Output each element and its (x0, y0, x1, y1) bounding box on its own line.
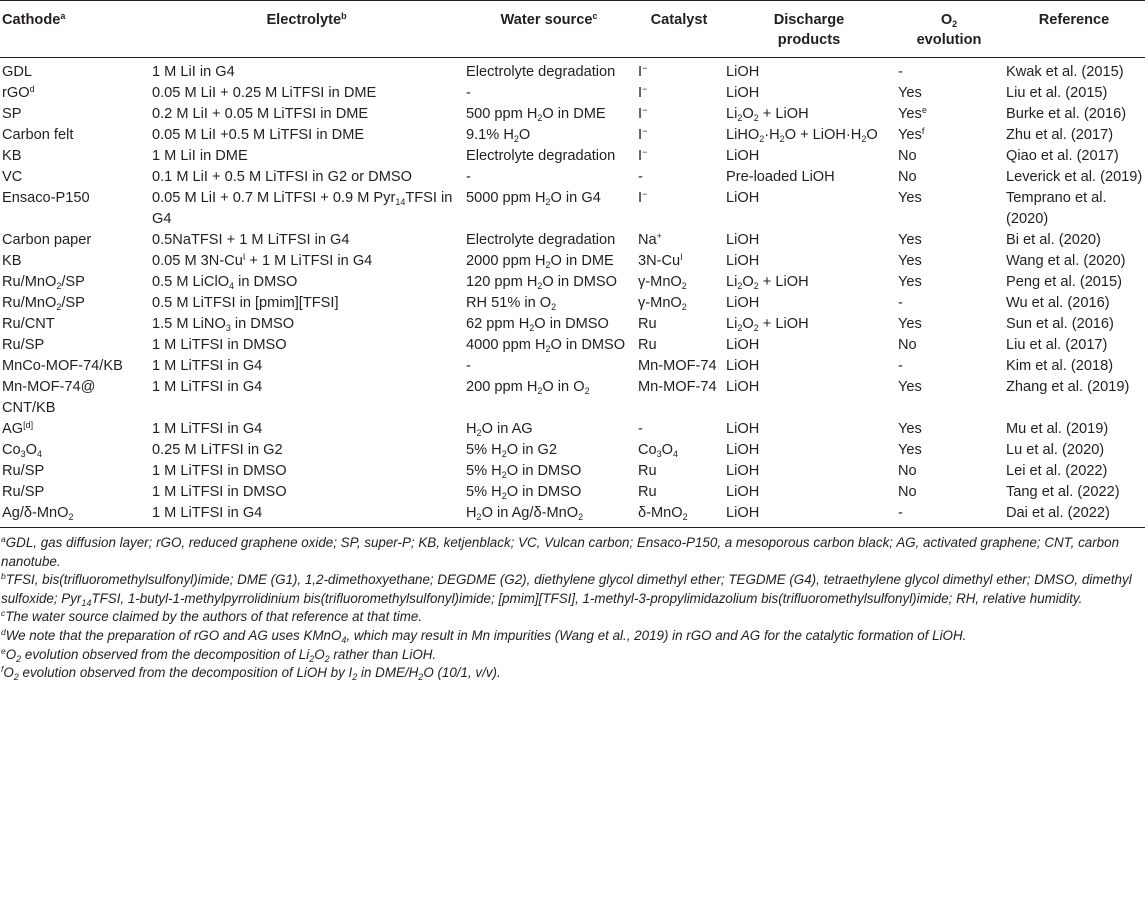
table-row (0, 461, 1145, 482)
cell-reference: Kwak et al. (2015) (1006, 64, 1124, 80)
cell-cathode: Ru/MnO$_2$/SP (2, 295, 85, 312)
table-row (0, 167, 1145, 188)
cell-reference: Leverick et al. (2019) (1006, 169, 1143, 185)
cell-catalyst: Na+ (638, 231, 662, 248)
header-o2-evolution: $O_2$ evolution (895, 1, 1003, 58)
footnote-a (0, 534, 1145, 571)
cell-reference: Lei et al. (2022) (1006, 463, 1108, 479)
footnote-d (0, 627, 1145, 646)
cell-water-source: 62 ppm $H_2O$ in DMSO (466, 316, 609, 333)
table-row (0, 58, 1145, 84)
cell-water-source: 9.1% $H_2O$ (466, 127, 531, 144)
cell-reference: Wang et al. (2020) (1006, 253, 1126, 269)
cell-water-source: - (466, 85, 471, 101)
cell-o2-evolution: - (898, 505, 903, 521)
footnote-mark: f (1, 664, 4, 675)
cell-electrolyte: 1 M LiTFSI in G4 (152, 421, 263, 437)
table-header (0, 1, 1145, 58)
cell-cathode: Ag/δ-MnO$_2$ (2, 505, 74, 522)
header-catalyst: Catalyst (635, 1, 723, 58)
cell-cathode: GDL (2, 64, 33, 80)
footnote-mark: b (1, 571, 6, 582)
cell-catalyst: Ru (638, 463, 657, 479)
table-row (0, 293, 1145, 314)
cell-electrolyte: 0.5 M LiTFSI in [pmim][TFSI] (152, 295, 339, 311)
cell-water-source: 5% $H_2O$ in G2 (466, 442, 557, 459)
footnote-text: $O_2$ evolution observed from the decomposition of $Li_2O_2$ rather than LiOH. (5, 646, 437, 664)
cell-reference: Liu et al. (2015) (1006, 85, 1108, 101)
cell-cathode: SP (2, 106, 22, 122)
cell-electrolyte: 0.25 M LiTFSI in G2 (152, 442, 283, 458)
cell-o2-evolution: Yes (898, 379, 922, 395)
cell-cathode: MnCo-MOF-74/KB (2, 358, 123, 374)
footnote-mark: a (1, 534, 6, 544)
cell-electrolyte: 0.05 M LiI + 0.25 M LiTFSI in DME (152, 85, 377, 101)
cell-discharge-products: LiOH (726, 484, 760, 500)
cell-catalyst: I− (638, 147, 648, 164)
cell-reference: Zhang et al. (2019) (1006, 379, 1130, 395)
footnote-text: $O_2$ evolution observed from the decomposition of LiOH by $I_2$ in DME/$H_2O$ (10/1, v/v). (3, 665, 501, 683)
cell-electrolyte: 1 M LiTFSI in G4 (152, 358, 263, 374)
cell-discharge-products: Pre-loaded LiOH (726, 169, 835, 185)
cell-discharge-products: LiOH (726, 295, 760, 311)
cell-o2-evolution: Yes (898, 85, 922, 101)
cell-cathode: Carbon felt (2, 127, 74, 143)
cell-discharge-products: LiOH (726, 253, 760, 269)
cell-water-source: 5% $H_2O$ in DMSO (466, 484, 582, 501)
cell-catalyst: Ru (638, 484, 657, 500)
footnote-text: The water source claimed by the authors of that reference at that time. (5, 609, 423, 625)
table-row (0, 188, 1145, 230)
cell-cathode: AG[d] (2, 420, 34, 437)
cell-catalyst: I− (638, 63, 648, 80)
cell-cathode: $Co_3O_4$ (2, 442, 43, 459)
cell-catalyst: - (638, 169, 643, 185)
table-row (0, 272, 1145, 293)
cell-water-source: 4000 ppm $H_2O$ in DMSO (466, 337, 626, 354)
footnote-f (0, 664, 1145, 683)
cell-reference: Zhu et al. (2017) (1006, 127, 1114, 143)
cell-cathode: Ru/SP (2, 484, 45, 500)
table-row (0, 104, 1145, 125)
cell-cathode: Ru/SP (2, 337, 45, 353)
cell-o2-evolution: No (898, 169, 917, 185)
cell-reference: Liu et al. (2017) (1006, 337, 1108, 353)
cell-catalyst: δ-MnO$_2$ (638, 505, 688, 522)
cell-electrolyte: 1.5 M LiNO$_3$ in DMSO (152, 316, 295, 333)
cell-reference: Burke et al. (2016) (1006, 106, 1127, 122)
footnote-c (0, 608, 1145, 627)
cell-water-source: 5% $H_2O$ in DMSO (466, 463, 582, 480)
cell-discharge-products: LiOH (726, 505, 760, 521)
cell-o2-evolution: Yes (898, 190, 922, 206)
cell-water-source: RH 51% in $O_2$ (466, 295, 557, 312)
cell-water-source: 120 ppm $H_2O$ in DMSO (466, 274, 618, 291)
table-row (0, 356, 1145, 377)
table-row (0, 482, 1145, 503)
cell-discharge-products: $LiHO_2\cdot H_2O$ + $LiOH\cdot H_2O$ (726, 127, 878, 144)
footnote-text: GDL, gas diffusion layer; rGO, reduced graphene oxide; SP, super-P; KB, ketjenblack; VC, Vulcan carbon; Ensaco-P150, a mesoporous carbon black; AG, activated graphene; CNT, carbon nanotube. (1, 535, 1120, 569)
cell-cathode: Ru/SP (2, 463, 45, 479)
table-row (0, 377, 1145, 419)
table-row (0, 419, 1145, 440)
cell-o2-evolution: Yes (898, 232, 922, 248)
cell-catalyst: γ-MnO$_2$ (638, 295, 687, 312)
cell-o2-evolution: - (898, 295, 903, 311)
cell-electrolyte: 0.1 M LiI + 0.5 M LiTFSI in G2 or DMSO (152, 169, 412, 185)
cell-water-source: $H_2O$ in Ag/δ-MnO$_2$ (466, 505, 584, 522)
cell-discharge-products: $Li_2O_2$ + LiOH (726, 274, 809, 291)
cell-catalyst: Ru (638, 337, 657, 353)
cell-catalyst: γ-MnO$_2$ (638, 274, 687, 291)
cell-reference: Kim et al. (2018) (1006, 358, 1114, 374)
table-row (0, 125, 1145, 146)
footnote-b (0, 571, 1145, 608)
cell-catalyst: I− (638, 84, 648, 101)
cell-water-source: Electrolyte degradation (466, 148, 616, 164)
cell-cathode: Mn-MOF-74@ CNT/KB (2, 379, 96, 416)
cell-reference: Temprano et al. (2020) (1006, 190, 1107, 227)
footnote-text: We note that the preparation of rGO and AG uses KMnO$_4$, which may result in Mn impurities (Wang et al., 2019) in rGO and AG for the catalytic formation of LiOH. (5, 627, 967, 645)
cell-o2-evolution: Yes (898, 316, 922, 332)
cell-discharge-products: $Li_2O_2$ + LiOH (726, 106, 809, 123)
cell-discharge-products: LiOH (726, 463, 760, 479)
cell-catalyst: Mn-MOF-74 (638, 379, 717, 395)
cell-discharge-products: LiOH (726, 190, 760, 206)
cell-o2-evolution: Yes (898, 253, 922, 269)
cell-cathode: Ru/MnO$_2$/SP (2, 274, 85, 291)
cell-catalyst: $3N-Cu^I$ (638, 252, 683, 269)
cell-catalyst: I− (638, 189, 648, 206)
cell-catalyst: - (638, 421, 643, 437)
cell-discharge-products: LiOH (726, 421, 760, 437)
cell-electrolyte: 1 M LiTFSI in G4 (152, 505, 263, 521)
cell-discharge-products: LiOH (726, 64, 760, 80)
cell-water-source: 2000 ppm $H_2O$ in DME (466, 253, 614, 270)
cell-catalyst: Mn-MOF-74 (638, 358, 717, 374)
cell-electrolyte: 0.05 M $3N-Cu^I + 1$ M LiTFSI in G4 (152, 252, 373, 269)
cell-cathode: rGO$^d$ (2, 84, 35, 101)
cell-discharge-products: LiOH (726, 379, 760, 395)
cell-water-source: 500 ppm $H_2O$ in DME (466, 106, 606, 123)
header-row (0, 1, 1145, 58)
cell-o2-evolution: No (898, 463, 917, 479)
cell-o2-evolution: No (898, 484, 917, 500)
cell-reference: Peng et al. (2015) (1006, 274, 1123, 290)
footnote-mark: d (1, 626, 6, 637)
cell-cathode: KB (2, 253, 22, 269)
footnote-text: TFSI, bis(trifluoromethylsulfonyl)imide; DME (G1), 1,2-dimethoxyethane; DEGDME (G2), diethylene glycol dimethyl ether; TEGDME (G4), tetraethylene glycol dimethyl ether; DMSO, dimethyl sulfoxide; Pyr$_{14}$TFSI, 1-butyl-1-methylpyrrolidinium bis(trifluoromethylsulfonyl)imide; [pmim][TFSI], 1-methyl-3-propylimidazolium bis(trifluoromethylsulfonyl)imide; RH, relative humidity. (1, 572, 1132, 608)
cell-water-source: $H_2O$ in AG (466, 421, 533, 438)
cell-cathode: VC (2, 169, 23, 185)
header-reference: Reference (1003, 1, 1145, 58)
cell-o2-evolution: Yes$^f$ (898, 126, 925, 143)
cell-discharge-products: LiOH (726, 148, 760, 164)
cell-cathode: KB (2, 148, 22, 164)
cell-electrolyte: 1 M LiI in G4 (152, 64, 235, 80)
cell-reference: Dai et al. (2022) (1006, 505, 1110, 521)
cell-reference: Mu et al. (2019) (1006, 421, 1109, 437)
cell-o2-evolution: No (898, 148, 917, 164)
table-body (0, 58, 1145, 528)
table-row (0, 503, 1145, 528)
cell-reference: Wu et al. (2016) (1006, 295, 1110, 311)
cell-electrolyte: 1 M LiTFSI in DMSO (152, 337, 287, 353)
header-discharge-products: Discharge products (723, 1, 895, 58)
header-electrolyte: Electrolyte$^b$ (150, 1, 463, 58)
cell-reference: Bi et al. (2020) (1006, 232, 1101, 248)
cell-discharge-products: LiOH (726, 337, 760, 353)
table-row (0, 146, 1145, 167)
cell-o2-evolution: - (898, 358, 903, 374)
table-row (0, 335, 1145, 356)
cell-water-source: 5000 ppm $H_2O$ in G4 (466, 190, 601, 207)
cell-o2-evolution: Yes (898, 274, 922, 290)
cell-reference: Tang et al. (2022) (1006, 484, 1120, 500)
cell-catalyst: $Co_3O_4$ (638, 442, 679, 459)
footnote-mark: c (1, 608, 6, 619)
cell-o2-evolution: - (898, 64, 903, 80)
cell-o2-evolution: Yes (898, 442, 922, 458)
cell-electrolyte: 1 M LiI in DME (152, 148, 248, 164)
cell-o2-evolution: Yes$^e$ (898, 105, 927, 122)
cell-electrolyte: 1 M LiTFSI in DMSO (152, 484, 287, 500)
cell-water-source: - (466, 358, 471, 374)
cell-discharge-products: LiOH (726, 358, 760, 374)
cell-catalyst: I− (638, 105, 648, 122)
cell-cathode: Carbon paper (2, 232, 92, 248)
cell-reference: Lu et al. (2020) (1006, 442, 1105, 458)
cell-cathode: Ru/CNT (2, 316, 55, 332)
cell-catalyst: I− (638, 126, 648, 143)
table-row (0, 440, 1145, 461)
footnote-e (0, 646, 1145, 665)
cell-water-source: Electrolyte degradation (466, 64, 616, 80)
cell-reference: Qiao et al. (2017) (1006, 148, 1119, 164)
cell-catalyst: Ru (638, 316, 657, 332)
cell-reference: Sun et al. (2016) (1006, 316, 1114, 332)
cell-discharge-products: LiOH (726, 85, 760, 101)
table-row (0, 251, 1145, 272)
cell-water-source: 200 ppm $H_2O$ in $O_2$ (466, 379, 590, 396)
cell-cathode: Ensaco-P150 (2, 190, 90, 206)
cell-discharge-products: LiOH (726, 232, 760, 248)
table-row (0, 314, 1145, 335)
cell-o2-evolution: No (898, 337, 917, 353)
cell-water-source: Electrolyte degradation (466, 232, 616, 248)
cell-discharge-products: LiOH (726, 442, 760, 458)
cell-electrolyte: 1 M LiTFSI in G4 (152, 379, 263, 395)
header-water-source: Water source$^c$ (463, 1, 635, 58)
cell-electrolyte: 0.05 M LiI +0.5 M LiTFSI in DME (152, 127, 365, 143)
header-cathode: Cathode$^a$ (0, 1, 150, 58)
cell-o2-evolution: Yes (898, 421, 922, 437)
cell-electrolyte: 0.2 M LiI + 0.05 M LiTFSI in DME (152, 106, 369, 122)
table-row (0, 230, 1145, 251)
cell-discharge-products: $Li_2O_2$ + LiOH (726, 316, 809, 333)
cell-electrolyte: 0.5NaTFSI + 1 M LiTFSI in G4 (152, 232, 350, 248)
cell-water-source: - (466, 169, 471, 185)
cell-electrolyte: 0.5 M LiClO$_4$ in DMSO (152, 274, 298, 291)
footnote-mark: e (1, 645, 6, 656)
table-row (0, 83, 1145, 104)
cell-electrolyte: 0.05 M LiI + 0.7 M LiTFSI + 0.9 M Pyr$_{14}$TFSI in G4 (152, 190, 453, 227)
cell-electrolyte: 1 M LiTFSI in DMSO (152, 463, 287, 479)
footnotes (0, 534, 1145, 683)
